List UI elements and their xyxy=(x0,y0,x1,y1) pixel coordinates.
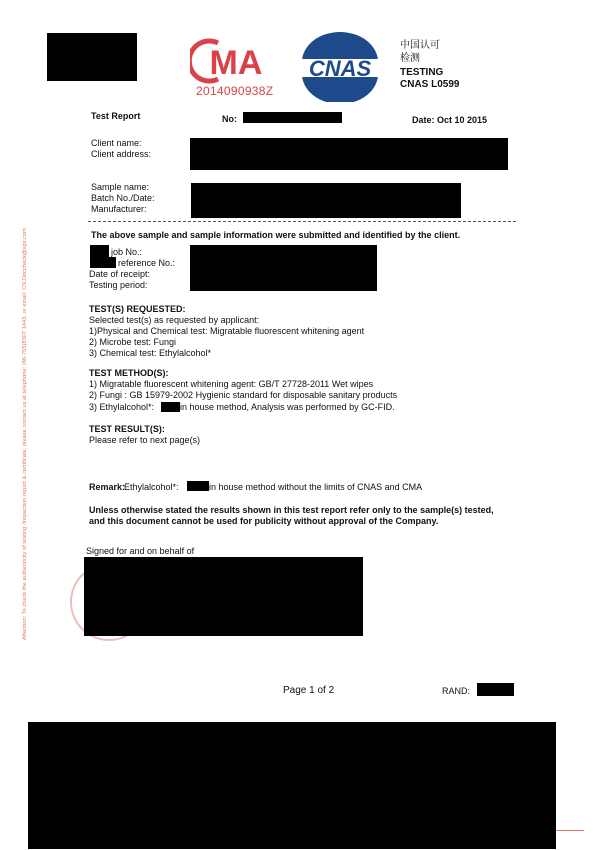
redacted-job-prefix xyxy=(90,245,109,257)
tests-requested-line: 3) Chemical test: Ethylalcohol* xyxy=(89,348,212,358)
tests-requested-line: Selected test(s) as requested by applicant: xyxy=(89,315,260,325)
redacted-report-no xyxy=(243,112,342,123)
authenticity-side-note: Attention: To check the authenticity of testing /inspection report & certificate, please contact us at telephone: (86-755)8307 1443, or email: CN.Doccheck@sgs.com xyxy=(22,228,28,640)
cnas-cn-line1: 中国认可 xyxy=(400,40,440,51)
test-results-text: Please refer to next page(s) xyxy=(89,435,201,445)
cnas-logo xyxy=(292,32,388,102)
rand-label: RAND: xyxy=(442,686,471,696)
cnas-cn-line2: 检测 xyxy=(400,53,420,64)
disclaimer-line: and this document cannot be used for publicity without approval of the Company. xyxy=(89,516,439,526)
report-title: Test Report xyxy=(91,111,141,121)
job-no-label: job No.: xyxy=(111,247,143,257)
testing-period-label: Testing period: xyxy=(89,280,148,290)
tests-requested-heading: TEST(S) REQUESTED: xyxy=(89,304,186,314)
cma-logo xyxy=(190,37,282,97)
cma-icon xyxy=(190,37,282,85)
test-method-line-suffix: in house method, Analysis was performed by GC-FID. xyxy=(180,402,395,412)
cnas-logo-text: CNAS xyxy=(308,56,372,81)
remark-prefix: Ethylalcohol*: xyxy=(124,482,179,492)
disclaimer-line: Unless otherwise stated the results shown in this test report refer only to the sample(s) tested, xyxy=(89,505,494,515)
sample-name-label: Sample name: xyxy=(91,182,150,192)
redacted-job-values xyxy=(190,245,377,291)
redacted-client xyxy=(190,138,508,170)
cnas-globe-icon xyxy=(292,32,388,102)
client-notice: The above sample and sample information were submitted and identified by the client. xyxy=(91,230,461,240)
redacted-footer-block xyxy=(28,722,556,849)
page-number: Page 1 of 2 xyxy=(283,685,335,696)
cma-logo-text: MA xyxy=(209,44,263,82)
test-methods-heading: TEST METHOD(S): xyxy=(89,368,169,378)
redacted-ref-prefix xyxy=(90,257,116,268)
redacted-remark-lab xyxy=(187,481,209,491)
test-results-heading: TEST RESULT(S): xyxy=(89,424,165,434)
signed-label: Signed for and on behalf of xyxy=(86,546,195,556)
redacted-logo xyxy=(47,33,137,81)
report-date: Date: Oct 10 2015 xyxy=(412,115,488,125)
test-method-line: 1) Migratable fluorescent whitening agent: GB/T 27728-2011 Wet wipes xyxy=(89,379,374,389)
remark-suffix: in house method without the limits of CNAS and CMA xyxy=(209,482,423,492)
cnas-testing-label: TESTING xyxy=(400,67,444,78)
divider-line xyxy=(88,221,516,222)
tests-requested-line: 2) Microbe test: Fungi xyxy=(89,337,177,347)
remark-label: Remark: xyxy=(89,482,126,492)
client-name-label: Client name: xyxy=(91,138,142,148)
redacted-signature xyxy=(84,557,363,636)
manufacturer-label: Manufacturer: xyxy=(91,204,147,214)
reference-no-label: reference No.: xyxy=(118,258,176,268)
footer-rule xyxy=(556,830,584,831)
redacted-rand xyxy=(477,683,514,696)
client-address-label: Client address: xyxy=(91,149,152,159)
cnas-code: CNAS L0599 xyxy=(400,79,460,90)
test-method-line-prefix: 3) Ethylalcohol*: xyxy=(89,402,155,412)
tests-requested-line: 1)Physical and Chemical test: Migratable fluorescent whitening agent xyxy=(89,326,365,336)
report-no-label: No: xyxy=(222,114,237,124)
cma-number: 2014090938Z xyxy=(196,84,274,98)
receipt-date-label: Date of receipt: xyxy=(89,269,151,279)
test-method-line: 2) Fungi : GB 15979-2002 Hygienic standard for disposable sanitary products xyxy=(89,390,398,400)
batch-label: Batch No./Date: xyxy=(91,193,155,203)
redacted-sample xyxy=(191,183,461,218)
redacted-lab-name xyxy=(161,402,180,412)
